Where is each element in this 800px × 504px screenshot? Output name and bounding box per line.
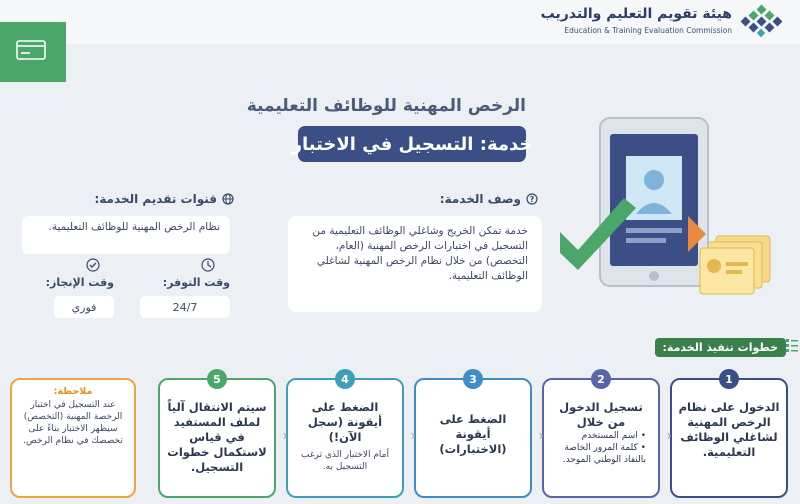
step-number: 3 [463,369,483,389]
step-card-4 [286,372,404,498]
completion-heading: وقت الإنجاز: [45,276,114,289]
step-number: 5 [207,369,227,389]
description-heading [440,192,538,206]
chevron-left-icon: ‹ [666,428,672,444]
description-text: خدمة تمكن الخريج وشاغلي الوظائف التعليمية من التسجيل في اختبارات الرخص المهنية (العام، التخصص) من خلال نظام الرخص المهنية لشاغلي الوظائف التعليمية. [288,216,542,312]
step-card-5 [158,372,276,498]
channels-heading [94,192,234,206]
step-card-2 [542,372,660,498]
channels-heading-text: قنوات تقديم الخدمة: [94,192,217,206]
org-name-english: Education & Training Evaluation Commission [564,26,732,35]
step-text: الضغط على أيقونة (سجل الآن!) [307,400,383,444]
card-icon [16,40,46,60]
step-text: الدخول على نظام الرخص المهنية لشاغلي الوظائف التعليمية. [678,400,780,459]
chevron-left-icon: ‹ [282,428,288,444]
step-number: 4 [335,369,355,389]
tablet-illustration [560,104,800,324]
step-subtext: أمام الاختبار الذي ترغب التسجيل به. [301,450,389,472]
question-icon [526,193,538,205]
etec-logo-icon [738,4,786,38]
step-text: الضغط على أيقونة (الاختبارات) [439,412,507,456]
step-number: 1 [719,369,739,389]
note-text: عند التسجيل في اختبار الرخصة المهنية (التخصص) سيظهر الاختبار بناءً على تخصصك في نظام الرخص. [23,400,123,446]
steps-heading: خطوات تنفيذ الخدمة: [655,338,786,357]
org-name-arabic: هيئة تقويم التعليم والتدريب [540,6,732,22]
availability-value: 24/7 [140,296,230,318]
step-text: سيتم الانتقال آلياً لملف المستفيد في قياس لاستكمال خطوات التسجيل. [167,400,267,474]
check-circle-icon [86,258,100,272]
chevron-left-icon: ‹ [410,428,416,444]
clock-icon [201,258,215,272]
page-title: الرخص المهنية للوظائف التعليمية [246,96,526,116]
description-heading-text: وصف الخدمة: [439,192,521,206]
chevron-left-icon: ‹ [538,428,544,444]
step-card-1 [670,372,788,498]
step-number: 2 [591,369,611,389]
availability-heading: وقت التوفر: [162,276,230,289]
service-name: خدمة: التسجيل في الاختبار [291,133,533,155]
globe-icon [222,193,234,205]
completion-value: فوري [54,296,114,318]
list-item: • كلمة المرور الخاصة بالنفاذ الوطني الموحد. [562,443,646,465]
svg-text:?: ? [529,195,535,204]
note-card [10,378,136,498]
step-card-3 [414,372,532,498]
login-options-list [550,430,652,466]
service-name-banner [291,126,533,162]
list-item: • اسم المستخدم [581,431,646,441]
channels-text: نظام الرخص المهنية للوظائف التعليمية. [22,216,230,254]
step-text: تسجيل الدخول من خلال [559,400,643,429]
note-title: ملاحظة: [53,386,93,397]
steps-list-icon [786,338,798,352]
